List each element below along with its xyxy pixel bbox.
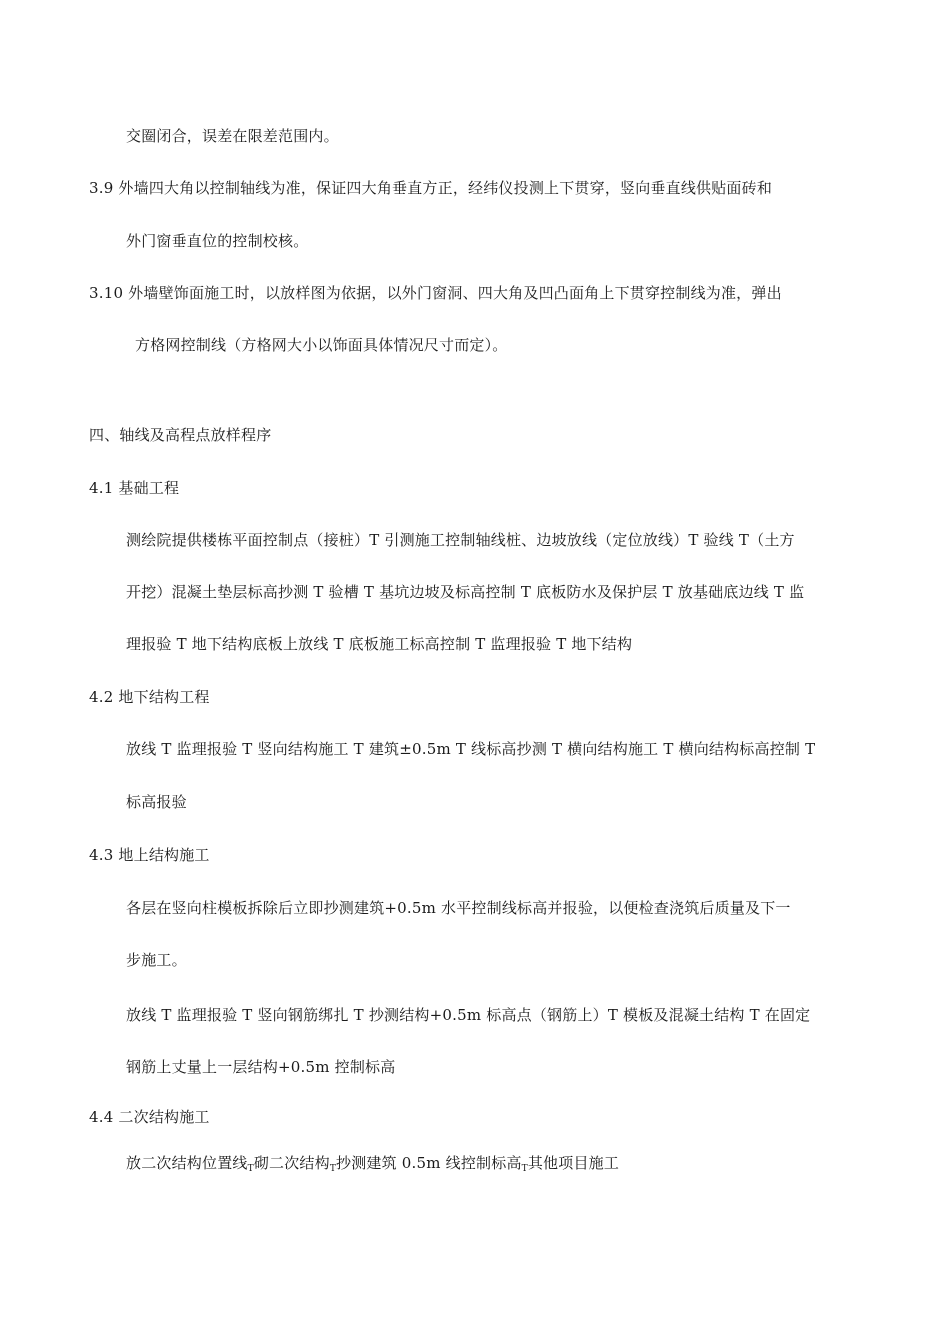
subsection-heading: 4.4 二次结构施工 (89, 1108, 210, 1126)
text-line: 步施工。 (126, 951, 187, 969)
text-segment: 放二次结构位置线 (126, 1154, 248, 1172)
section-heading: 四、轴线及高程点放样程序 (89, 426, 272, 444)
text-line: 开挖）混凝土垫层标高抄测 T 验槽 T 基坑边坡及标高控制 T 底板防水及保护层 T 放基础底边线 T 监 (126, 583, 805, 601)
subsection-heading: 4.3 地上结构施工 (89, 846, 210, 864)
text-line: 放线 T 监理报验 T 竖向钢筋绑扎 T 抄测结构+0.5m 标高点（钢筋上）T 模板及混凝土结构 T 在固定 (126, 1006, 811, 1024)
subsection-heading: 4.2 地下结构工程 (89, 688, 210, 706)
text-line: 放线 T 监理报验 T 竖向结构施工 T 建筑±0.5m T 线标高抄测 T 横向结构施工 T 横向结构标高控制 T (126, 740, 816, 758)
text-line: 各层在竖向柱模板拆除后立即抄测建筑+0.5m 水平控制线标高并报验，以便检查浇筑后质量及下一 (126, 899, 791, 917)
text-line: 标高报验 (126, 793, 187, 811)
text-line: 钢筋上丈量上一层结构+0.5m 控制标高 (126, 1058, 396, 1076)
text-line: 外门窗垂直位的控制校核。 (126, 232, 309, 250)
subsection-heading: 4.1 基础工程 (89, 479, 180, 497)
text-line: 3.9 外墙四大角以控制轴线为准，保证四大角垂直方正，经纬仪投测上下贯穿，竖向垂直线供贴面砖和 (89, 179, 773, 197)
text-segment: 抄测建筑 0.5m 线控制标高 (336, 1154, 522, 1172)
text-segment: 砌二次结构 (253, 1154, 330, 1172)
text-line: 测绘院提供楼栋平面控制点（接桩）T 引测施工控制轴线桩、边坡放线（定位放线）T 验线 T（土方 (126, 531, 795, 549)
arrow-subscript: T (521, 1164, 528, 1174)
text-line: 3.10 外墙壁饰面施工时，以放样图为依据，以外门窗洞、四大角及凹凸面角上下贯穿控制线为准，弹出 (89, 284, 782, 302)
text-line: 方格网控制线（方格网大小以饰面具体情况尺寸而定）。 (135, 336, 508, 354)
arrow-subscript: T (247, 1164, 254, 1174)
text-line-last (126, 1153, 619, 1179)
text-segment: 其他项目施工 (527, 1154, 620, 1172)
text-line: 交圈闭合，误差在限差范围内。 (126, 127, 339, 145)
text-line: 理报验 T 地下结构底板上放线 T 底板施工标高控制 T 监理报验 T 地下结构 (126, 635, 633, 653)
arrow-subscript: T (329, 1164, 337, 1174)
